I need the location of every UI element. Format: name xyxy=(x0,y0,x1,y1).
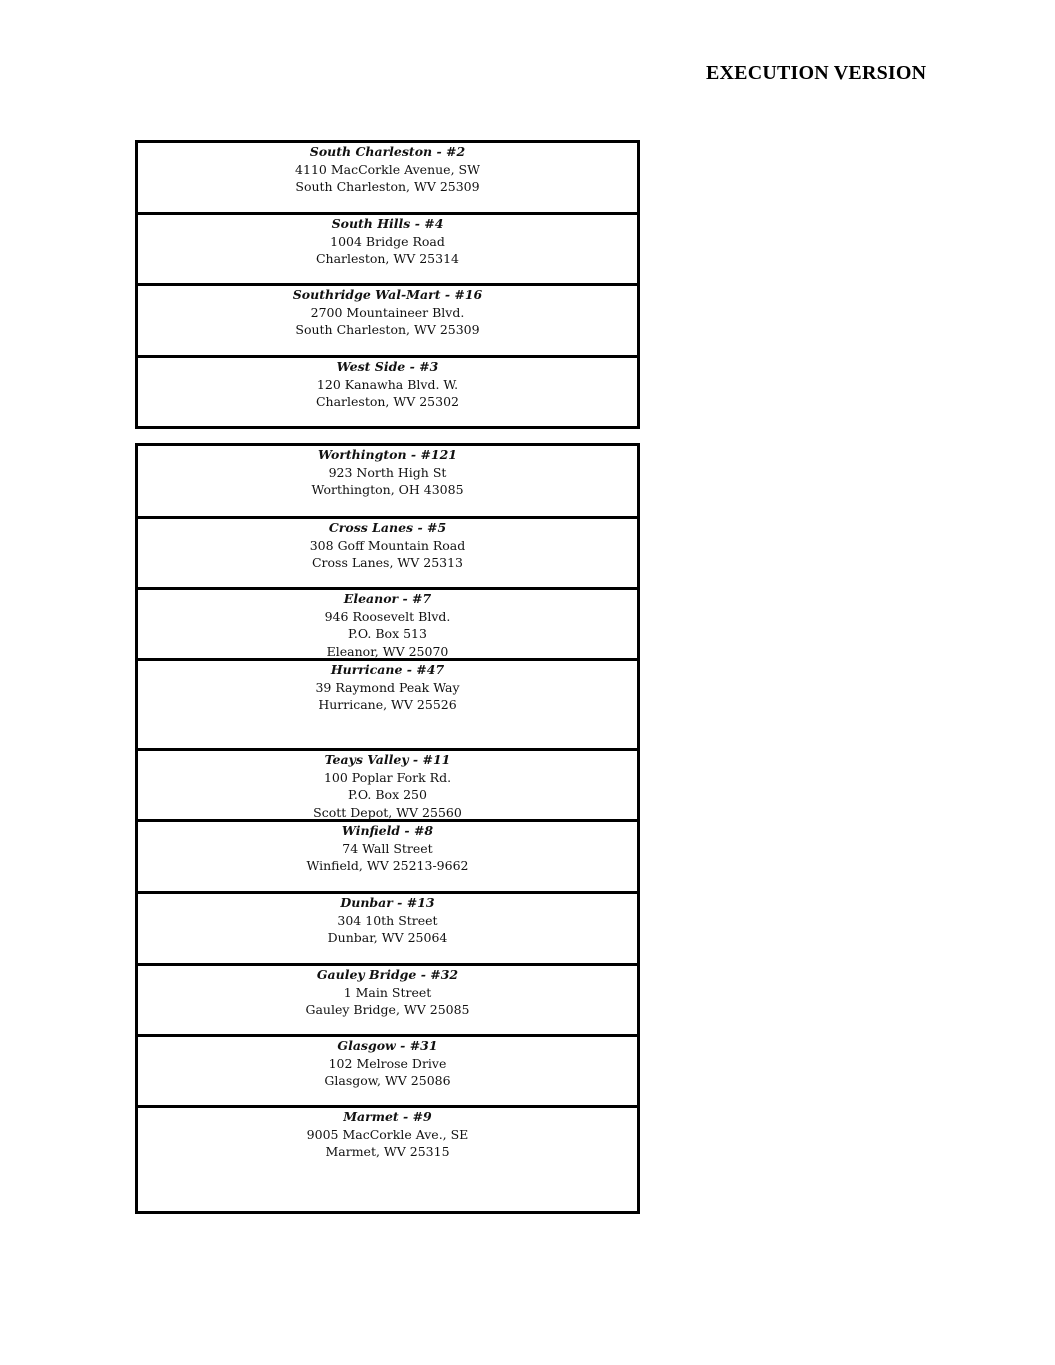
store-address-line: 120 Kanawha Blvd. W. xyxy=(316,376,459,392)
store-name: Eleanor - #7 xyxy=(343,591,432,606)
store-city-line: Gauley Bridge, WV 25085 xyxy=(305,1002,470,1017)
store-row xyxy=(138,822,637,894)
store-address-line: 4110 MacCorkle Avenue, SW xyxy=(295,161,480,177)
store-city-line: Worthington, OH 43085 xyxy=(311,482,464,497)
store-address-line: 102 Melrose Drive xyxy=(328,1055,447,1071)
store-row xyxy=(138,894,637,966)
store-address-line: 308 Goff Mountain Road xyxy=(309,537,466,553)
store-row xyxy=(138,519,637,590)
store-city-line: Charleston, WV 25302 xyxy=(315,394,459,409)
store-city-line: Cross Lanes, WV 25313 xyxy=(311,555,464,570)
store-city-line: Marmet, WV 25315 xyxy=(325,1144,450,1159)
document-header-label: EXECUTION VERSION xyxy=(706,62,927,84)
store-name: Southridge Wal-Mart - #16 xyxy=(292,287,483,302)
store-name: South Charleston - #2 xyxy=(309,144,466,159)
store-city-line: Scott Depot, WV 25560 xyxy=(313,804,462,820)
store-name: Worthington - #121 xyxy=(317,447,458,462)
store-row xyxy=(138,1037,637,1108)
store-name: Hurricane - #47 xyxy=(330,662,445,677)
store-address-line: 100 Poplar Fork Rd. xyxy=(323,769,452,785)
store-city-line: Glasgow, WV 25086 xyxy=(324,1073,451,1088)
store-city-line: Hurricane, WV 25526 xyxy=(318,697,457,712)
store-po-box-line: P.O. Box 250 xyxy=(348,787,427,802)
store-address-line: 946 Roosevelt Blvd. xyxy=(324,608,451,624)
store-name: Cross Lanes - #5 xyxy=(328,520,447,535)
store-address-line: 923 North High St xyxy=(328,464,447,480)
store-city-line: Winfield, WV 25213-9662 xyxy=(306,858,469,873)
store-row xyxy=(138,215,637,286)
store-name: Marmet - #9 xyxy=(343,1109,432,1124)
store-table-2 xyxy=(135,443,640,1214)
store-row xyxy=(138,286,637,358)
store-address-line: 304 10th Street xyxy=(337,912,438,928)
store-city-line: South Charleston, WV 25309 xyxy=(295,179,480,194)
store-row xyxy=(138,143,637,215)
store-address-line: 1004 Bridge Road xyxy=(330,233,445,249)
store-city-line: Eleanor, WV 25070 xyxy=(326,643,449,659)
store-address-line: 1 Main Street xyxy=(343,984,432,1000)
store-address-line: 9005 MacCorkle Ave., SE xyxy=(306,1126,469,1142)
store-name: West Side - #3 xyxy=(336,359,439,374)
store-name: Winfield - #8 xyxy=(341,823,434,838)
store-name: Teays Valley - #11 xyxy=(324,752,451,767)
store-name: South Hills - #4 xyxy=(331,216,444,231)
store-row xyxy=(138,966,637,1037)
store-row xyxy=(138,751,637,822)
store-row xyxy=(138,590,637,661)
store-row xyxy=(138,661,637,751)
store-city-line: South Charleston, WV 25309 xyxy=(295,322,480,337)
store-row xyxy=(138,358,637,426)
store-city-line: Charleston, WV 25314 xyxy=(315,251,459,266)
store-address-line: 39 Raymond Peak Way xyxy=(315,679,460,695)
store-po-box-line: P.O. Box 513 xyxy=(348,626,427,641)
store-row xyxy=(138,446,637,519)
store-address-line: 2700 Mountaineer Blvd. xyxy=(310,304,465,320)
store-name: Gauley Bridge - #32 xyxy=(316,967,459,982)
store-name: Dunbar - #13 xyxy=(340,895,435,910)
store-table-1 xyxy=(135,140,640,429)
store-name: Glasgow - #31 xyxy=(337,1038,438,1053)
store-address-line: 74 Wall Street xyxy=(342,840,433,856)
store-city-line: Dunbar, WV 25064 xyxy=(327,930,448,945)
store-row xyxy=(138,1108,637,1211)
